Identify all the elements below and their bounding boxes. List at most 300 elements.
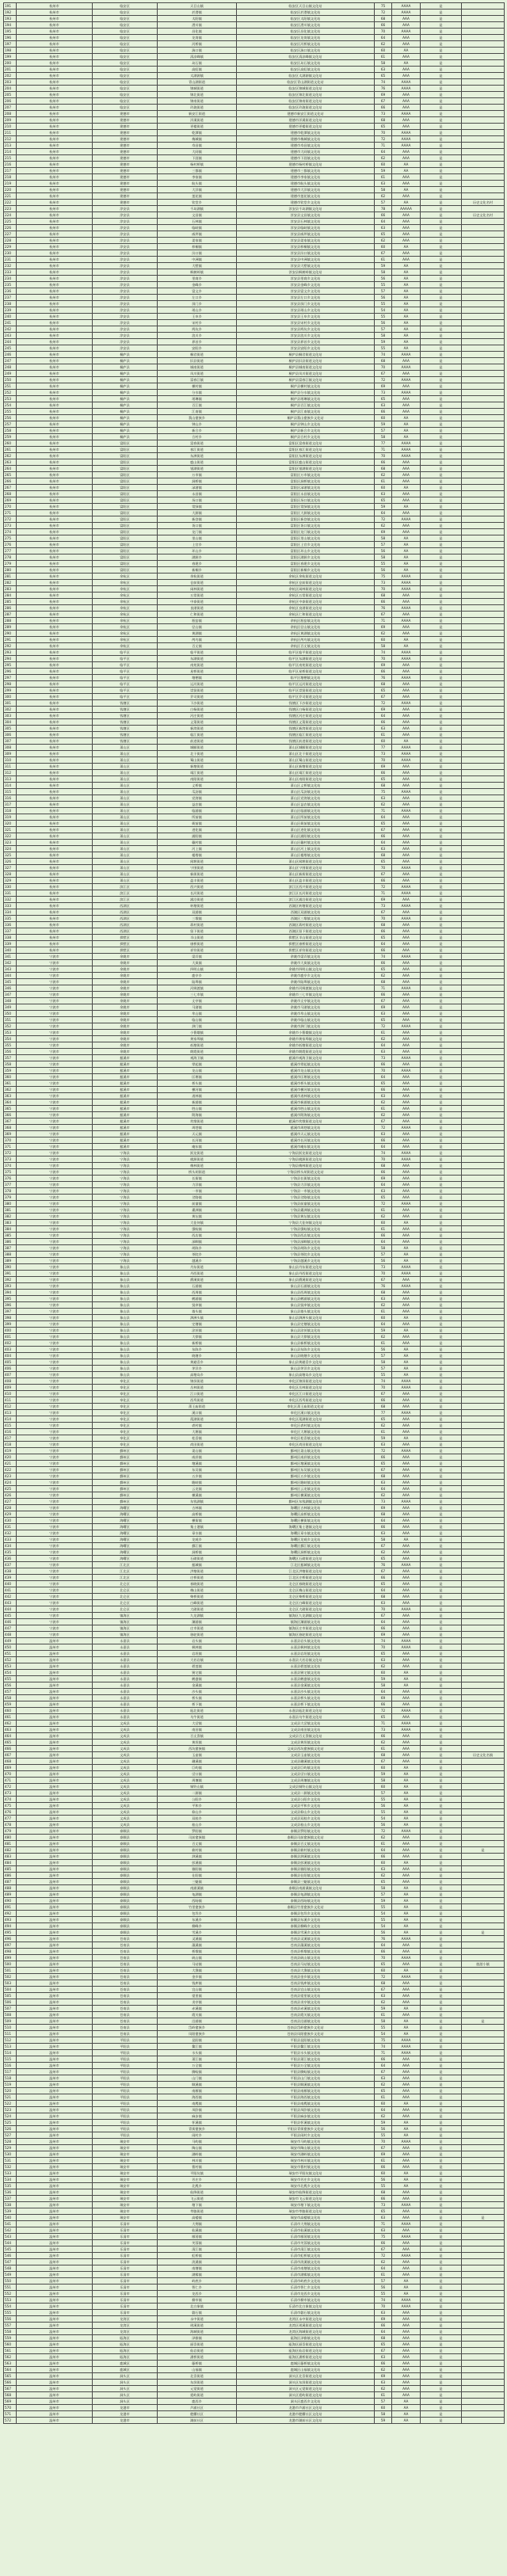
station-name-cell: 象山县石浦镇文化站	[237, 1283, 375, 1290]
town-cell: 芦浦社区	[158, 2405, 237, 2411]
row-number-cell: 379	[4, 1195, 17, 1201]
grade-cell: AAAA	[392, 1264, 421, 1271]
row-number-cell: 388	[4, 1252, 17, 1258]
eval-cell: 是	[421, 1252, 462, 1258]
town-cell: 四明山镇	[158, 966, 237, 973]
row-number-cell: 427	[4, 1499, 17, 1505]
city-cell: 温州市	[17, 2031, 93, 2037]
town-cell: 公阳乡	[158, 1797, 237, 1803]
row-number-cell: 502	[4, 1974, 17, 1980]
city-cell: 宁波市	[17, 1061, 93, 1068]
town-cell: 临平街道	[158, 650, 237, 656]
city-cell: 杭州市	[17, 764, 93, 770]
station-name-cell: 泰顺县西旸镇文化站	[237, 1898, 375, 1904]
note-cell	[462, 1682, 505, 1689]
grade-cell: AAA	[392, 840, 421, 846]
table-row	[4, 1543, 505, 1549]
city-cell: 温州市	[17, 2373, 93, 2380]
table-row	[4, 694, 505, 700]
note-cell	[462, 561, 505, 567]
city-cell: 温州市	[17, 1917, 93, 1923]
city-cell: 温州市	[17, 2025, 93, 2031]
county-cell: 海曙区	[93, 1556, 158, 1562]
station-name-cell: 慈溪市周巷镇文化站	[237, 1125, 375, 1131]
note-cell: 历史文化名镇	[462, 1752, 505, 1759]
eval-cell: 是	[421, 339, 462, 345]
eval-cell: 是	[421, 200, 462, 206]
note-cell	[462, 2342, 505, 2348]
county-cell: 余杭区	[93, 624, 158, 631]
eval-cell: 是	[421, 1917, 462, 1923]
station-name-cell: 象山县茅洋乡文化站	[237, 1366, 375, 1372]
county-cell: 龙湾区	[93, 2316, 158, 2323]
eval-cell: 是	[421, 2310, 462, 2316]
station-name-cell: 奉化区莼湖街道文化站	[237, 1416, 375, 1423]
area-cell: 55	[375, 2291, 392, 2297]
grade-cell: AA	[392, 162, 421, 168]
station-name-cell: 萧山区南阳街道文化站	[237, 776, 375, 783]
station-name-cell: 慈溪市长河镇文化站	[237, 1137, 375, 1144]
city-cell: 杭州市	[17, 282, 93, 288]
area-cell: 55	[375, 561, 392, 567]
station-name-cell: 瓯海区泽雅镇文化站	[237, 2335, 375, 2342]
station-name-cell: 北仑区春晓街道文化站	[237, 1581, 375, 1587]
town-cell: 千岛湖镇	[158, 206, 237, 212]
table-row	[4, 1321, 505, 1328]
town-cell: 合村乡	[158, 434, 237, 440]
grade-cell: AA	[392, 2284, 421, 2291]
table-row	[4, 1023, 505, 1030]
area-cell: 71	[375, 890, 392, 897]
city-cell: 温州市	[17, 2361, 93, 2367]
city-cell: 温州市	[17, 1797, 93, 1803]
county-cell: 萧山区	[93, 802, 158, 808]
row-number-cell: 521	[4, 2094, 17, 2101]
area-cell: 71	[375, 2221, 392, 2227]
area-cell: 54	[375, 2031, 392, 2037]
town-cell: 运河街道	[158, 681, 237, 688]
eval-cell: 是	[421, 1144, 462, 1150]
row-number-cell: 333	[4, 903, 17, 909]
county-cell: 宁海县	[93, 1150, 158, 1157]
eval-cell: 是	[421, 1968, 462, 1974]
city-cell: 杭州市	[17, 415, 93, 421]
town-cell: 南雁镇	[158, 2088, 237, 2094]
area-cell: 63	[375, 2354, 392, 2361]
row-number-cell: 555	[4, 2310, 17, 2316]
county-cell: 鄞州区	[93, 1486, 158, 1492]
note-cell	[462, 954, 505, 960]
area-cell: 68	[375, 1594, 392, 1600]
city-cell: 温州市	[17, 1651, 93, 1657]
table-row	[4, 1961, 505, 1968]
row-number-cell: 513	[4, 2044, 17, 2050]
grade-cell: AAA	[392, 1980, 421, 1987]
city-cell: 温州市	[17, 1644, 93, 1651]
row-number-cell: 426	[4, 1492, 17, 1499]
grade-cell: AAAA	[392, 2037, 421, 2044]
town-cell: 白杨街道	[158, 707, 237, 713]
table-row	[4, 497, 505, 504]
table-row	[4, 1334, 505, 1340]
note-cell	[462, 1188, 505, 1195]
station-name-cell: 泰顺县南浦溪镇文化站	[237, 1885, 375, 1892]
county-cell: 建德市	[93, 162, 158, 168]
county-cell: 淳安县	[93, 276, 158, 282]
grade-cell: AAA	[392, 22, 421, 29]
grade-cell: AAA	[392, 497, 421, 504]
table-row	[4, 599, 505, 605]
station-name-cell: 余姚市朗霞街道文化站	[237, 1049, 375, 1055]
grade-cell: AAA	[392, 878, 421, 884]
eval-cell: 是	[421, 1074, 462, 1080]
county-cell: 淳安县	[93, 212, 158, 219]
county-cell: 淳安县	[93, 238, 158, 244]
note-cell	[462, 1518, 505, 1524]
city-cell: 杭州市	[17, 814, 93, 821]
grade-cell: AAA	[392, 688, 421, 694]
station-name-cell: 淳安县梓桐镇文化站	[237, 244, 375, 250]
eval-cell: 是	[421, 897, 462, 903]
note-cell	[462, 478, 505, 485]
grade-cell: AA	[392, 2031, 421, 2037]
city-cell: 温州市	[17, 2170, 93, 2177]
city-cell: 杭州市	[17, 447, 93, 453]
table-row	[4, 1898, 505, 1904]
county-cell: 淳安县	[93, 206, 158, 212]
city-cell: 温州市	[17, 2329, 93, 2335]
grade-cell: AAA	[392, 1657, 421, 1663]
grade-cell: AA	[392, 2278, 421, 2284]
station-name-cell: 龙港市湖前社区文化站	[237, 2418, 375, 2424]
county-cell: 淳安县	[93, 326, 158, 333]
eval-cell: 是	[421, 41, 462, 48]
eval-cell: 是	[421, 428, 462, 434]
eval-cell: 是	[421, 1137, 462, 1144]
eval-cell: 是	[421, 2335, 462, 2342]
grade-cell: AAA	[392, 719, 421, 726]
table-row	[4, 1740, 505, 1746]
station-name-cell: 永嘉县岩坦镇文化站	[237, 1651, 375, 1657]
area-cell: 61	[375, 1746, 392, 1752]
eval-cell: 是	[421, 1936, 462, 1942]
county-cell: 慈溪市	[93, 1074, 158, 1080]
grade-cell: AAA	[392, 1740, 421, 1746]
grade-cell: AAAA	[392, 10, 421, 16]
town-cell: 山门镇	[158, 2075, 237, 2082]
area-cell: 66	[375, 947, 392, 954]
town-cell: 汾口镇	[158, 250, 237, 257]
county-cell: 洞头区	[93, 2399, 158, 2405]
eval-cell: 是	[421, 244, 462, 250]
note-cell	[462, 2354, 505, 2361]
county-cell: 拱墅区	[93, 935, 158, 941]
note-cell	[462, 1841, 505, 1847]
station-name-cell: 淳安县姜家镇文化站	[237, 238, 375, 244]
county-cell: 海曙区	[93, 1549, 158, 1556]
town-cell: 陆埠镇	[158, 979, 237, 985]
town-cell: 鹿亭乡	[158, 973, 237, 979]
table-row	[4, 358, 505, 364]
town-cell: 三都镇	[158, 168, 237, 174]
area-cell: 69	[375, 1632, 392, 1638]
eval-cell: 是	[421, 1885, 462, 1892]
table-row	[4, 174, 505, 181]
grade-cell: AA	[392, 326, 421, 333]
area-cell: 70	[375, 656, 392, 662]
row-number-cell: 219	[4, 181, 17, 187]
area-cell: 59	[375, 2006, 392, 2012]
row-number-cell: 356	[4, 1049, 17, 1055]
area-cell: 67	[375, 1118, 392, 1125]
town-cell: 益农镇	[158, 802, 237, 808]
city-cell: 杭州市	[17, 700, 93, 707]
eval-cell: 是	[421, 314, 462, 320]
city-cell: 宁波市	[17, 1467, 93, 1473]
area-cell: 68	[375, 1404, 392, 1410]
note-cell	[462, 1245, 505, 1252]
row-number-cell: 490	[4, 1898, 17, 1904]
grade-cell: AAA	[392, 662, 421, 669]
town-cell: 岩头镇	[158, 1638, 237, 1644]
eval-cell: 是	[421, 282, 462, 288]
area-cell: 65	[375, 821, 392, 827]
area-cell: 57	[375, 1366, 392, 1372]
grade-cell: AAA	[392, 371, 421, 377]
city-cell: 杭州市	[17, 561, 93, 567]
eval-cell: 是	[421, 421, 462, 428]
note-cell	[462, 542, 505, 548]
grade-cell: AAA	[392, 1442, 421, 1448]
station-name-cell: 平阳县青街畲族乡文化站	[237, 2126, 375, 2132]
note-cell	[462, 1936, 505, 1942]
grade-cell: AA	[392, 485, 421, 491]
county-cell: 江北区	[93, 1568, 158, 1575]
table-row	[4, 1784, 505, 1790]
grade-cell: AAA	[392, 238, 421, 244]
grade-cell: AAA	[392, 2373, 421, 2380]
eval-cell: 是	[421, 371, 462, 377]
table-row	[4, 1410, 505, 1416]
station-name-cell: 余姚市泗门镇文化站	[237, 1023, 375, 1030]
grade-cell: AAA	[392, 35, 421, 41]
area-cell: 65	[375, 2208, 392, 2215]
area-cell: 64	[375, 1518, 392, 1524]
row-number-cell: 203	[4, 79, 17, 86]
row-number-cell: 543	[4, 2234, 17, 2240]
note-cell	[462, 428, 505, 434]
county-cell: 建德市	[93, 111, 158, 117]
grade-cell: AAAA	[392, 352, 421, 358]
city-cell: 杭州市	[17, 174, 93, 181]
grade-cell: AAA	[392, 2075, 421, 2082]
note-cell	[462, 1562, 505, 1568]
county-cell: 临安区	[93, 60, 158, 67]
table-row	[4, 1473, 505, 1480]
town-cell: 富春江镇	[158, 377, 237, 383]
station-name-cell: 文成县二源镇文化站	[237, 1790, 375, 1797]
county-cell: 富阳区	[93, 554, 158, 561]
county-cell: 余姚市	[93, 1017, 158, 1023]
grade-cell: AAA	[392, 2342, 421, 2348]
note-cell	[462, 783, 505, 789]
town-cell: 淡溪镇	[158, 2259, 237, 2265]
eval-cell: 是	[421, 1347, 462, 1353]
city-cell: 宁波市	[17, 1315, 93, 1321]
row-number-cell: 385	[4, 1233, 17, 1239]
row-number-cell: 226	[4, 225, 17, 231]
note-cell	[462, 1606, 505, 1613]
row-number-cell: 293	[4, 650, 17, 656]
table-row	[4, 998, 505, 1004]
grade-cell: AAA	[392, 124, 421, 130]
eval-cell: 是	[421, 1733, 462, 1740]
grade-cell: AA	[392, 1353, 421, 1359]
table-row	[4, 1290, 505, 1296]
city-cell: 温州市	[17, 1873, 93, 1879]
town-cell: 大岚镇	[158, 960, 237, 966]
row-number-cell: 422	[4, 1467, 17, 1473]
row-number-cell: 196	[4, 35, 17, 41]
area-cell: 62	[375, 1835, 392, 1841]
table-row	[4, 193, 505, 200]
eval-cell: 是	[421, 1233, 462, 1239]
row-number-cell: 205	[4, 92, 17, 98]
table-row	[4, 288, 505, 295]
table-row	[4, 181, 505, 187]
grade-cell: AAA	[392, 1061, 421, 1068]
eval-cell: 是	[421, 770, 462, 776]
note-cell	[462, 947, 505, 954]
eval-cell: 是	[421, 1176, 462, 1182]
area-cell: 71	[375, 143, 392, 149]
town-cell: 金溪镇	[158, 1682, 237, 1689]
area-cell: 68	[375, 922, 392, 928]
station-name-cell: 建德市新安江街道文化站	[237, 111, 375, 117]
grade-cell: AA	[392, 421, 421, 428]
county-cell: 宁海县	[93, 1252, 158, 1258]
station-name-cell: 宁海县深甽镇文化站	[237, 1239, 375, 1245]
grade-cell: AAAA	[392, 1955, 421, 1961]
row-number-cell: 276	[4, 542, 17, 548]
eval-cell: 是	[421, 206, 462, 212]
city-cell: 温州市	[17, 1670, 93, 1676]
city-cell: 宁波市	[17, 1207, 93, 1214]
table-row	[4, 707, 505, 713]
row-number-cell: 534	[4, 2177, 17, 2183]
eval-cell: 是	[421, 593, 462, 599]
area-cell: 69	[375, 624, 392, 631]
city-cell: 杭州市	[17, 770, 93, 776]
city-cell: 宁波市	[17, 1568, 93, 1575]
note-cell	[462, 2037, 505, 2044]
row-number-cell: 257	[4, 421, 17, 428]
grade-cell: AAAA	[392, 1644, 421, 1651]
county-cell: 淳安县	[93, 250, 158, 257]
area-cell: 62	[375, 155, 392, 162]
town-cell: 高楼镇	[158, 2215, 237, 2221]
note-cell	[462, 320, 505, 326]
row-number-cell: 194	[4, 22, 17, 29]
town-cell: 仙岩街道	[158, 2348, 237, 2354]
area-cell: 75	[375, 789, 392, 795]
station-name-cell: 临安区天目山镇文化站	[237, 3, 375, 10]
row-number-cell: 262	[4, 453, 17, 459]
eval-cell: 是	[421, 561, 462, 567]
note-cell	[462, 1714, 505, 1721]
station-name-cell: 瑞安市曹村镇文化站	[237, 2164, 375, 2170]
area-cell: 57	[375, 1790, 392, 1797]
city-cell: 杭州市	[17, 612, 93, 618]
eval-cell: 是	[421, 409, 462, 415]
table-row	[4, 1708, 505, 1714]
county-cell: 慈溪市	[93, 1118, 158, 1125]
station-name-cell: 慈溪市庵东镇文化站	[237, 1144, 375, 1150]
area-cell: 72	[375, 136, 392, 143]
row-number-cell: 520	[4, 2088, 17, 2094]
note-cell	[462, 2405, 505, 2411]
county-cell: 龙湾区	[93, 2329, 158, 2335]
note-cell	[462, 1118, 505, 1125]
note-cell	[462, 675, 505, 681]
note-cell	[462, 1625, 505, 1632]
row-number-cell: 256	[4, 415, 17, 421]
note-cell	[462, 2006, 505, 2012]
note-cell: 历史文化名村	[462, 200, 505, 206]
town-cell: 大堰镇	[158, 1429, 237, 1435]
area-cell: 62	[375, 1549, 392, 1556]
city-cell: 温州市	[17, 1721, 93, 1727]
grade-cell: AAA	[392, 2227, 421, 2234]
county-cell: 泰顺县	[93, 1898, 158, 1904]
town-cell: 小曹娥镇	[158, 1030, 237, 1036]
grade-cell: AA	[392, 2177, 421, 2183]
row-number-cell: 477	[4, 1816, 17, 1822]
town-cell: 黄坛镇	[158, 1214, 237, 1220]
grade-cell: AA	[392, 48, 421, 54]
row-number-cell: 429	[4, 1511, 17, 1518]
row-number-cell: 454	[4, 1670, 17, 1676]
area-cell: 64	[375, 1321, 392, 1328]
table-row	[4, 1207, 505, 1214]
note-cell	[462, 1999, 505, 2006]
row-number-cell: 242	[4, 326, 17, 333]
city-cell: 杭州市	[17, 947, 93, 954]
station-name-cell: 富阳区环山乡文化站	[237, 548, 375, 554]
grade-cell: AAA	[392, 1118, 421, 1125]
table-row	[4, 2411, 505, 2418]
station-name-cell: 淳安县宋村乡文化站	[237, 320, 375, 326]
town-cell: 司前畲族镇	[158, 1835, 237, 1841]
station-name-cell: 泰顺县筱村镇文化站	[237, 1847, 375, 1854]
city-cell: 宁波市	[17, 1157, 93, 1163]
table-row	[4, 2202, 505, 2208]
row-number-cell: 282	[4, 580, 17, 586]
note-cell	[462, 2196, 505, 2202]
station-name-cell: 奉化区岳林街道文化站	[237, 1385, 375, 1391]
row-number-cell: 292	[4, 643, 17, 650]
row-number-cell: 259	[4, 434, 17, 440]
county-cell: 平阳县	[93, 2063, 158, 2069]
table-row	[4, 1892, 505, 1898]
grade-cell: AAA	[392, 947, 421, 954]
note-cell	[462, 1923, 505, 1930]
row-number-cell: 499	[4, 1955, 17, 1961]
area-cell: 69	[375, 529, 392, 535]
station-name-cell: 建德市航头镇文化站	[237, 181, 375, 187]
eval-cell: 是	[421, 548, 462, 554]
area-cell: 66	[375, 669, 392, 675]
